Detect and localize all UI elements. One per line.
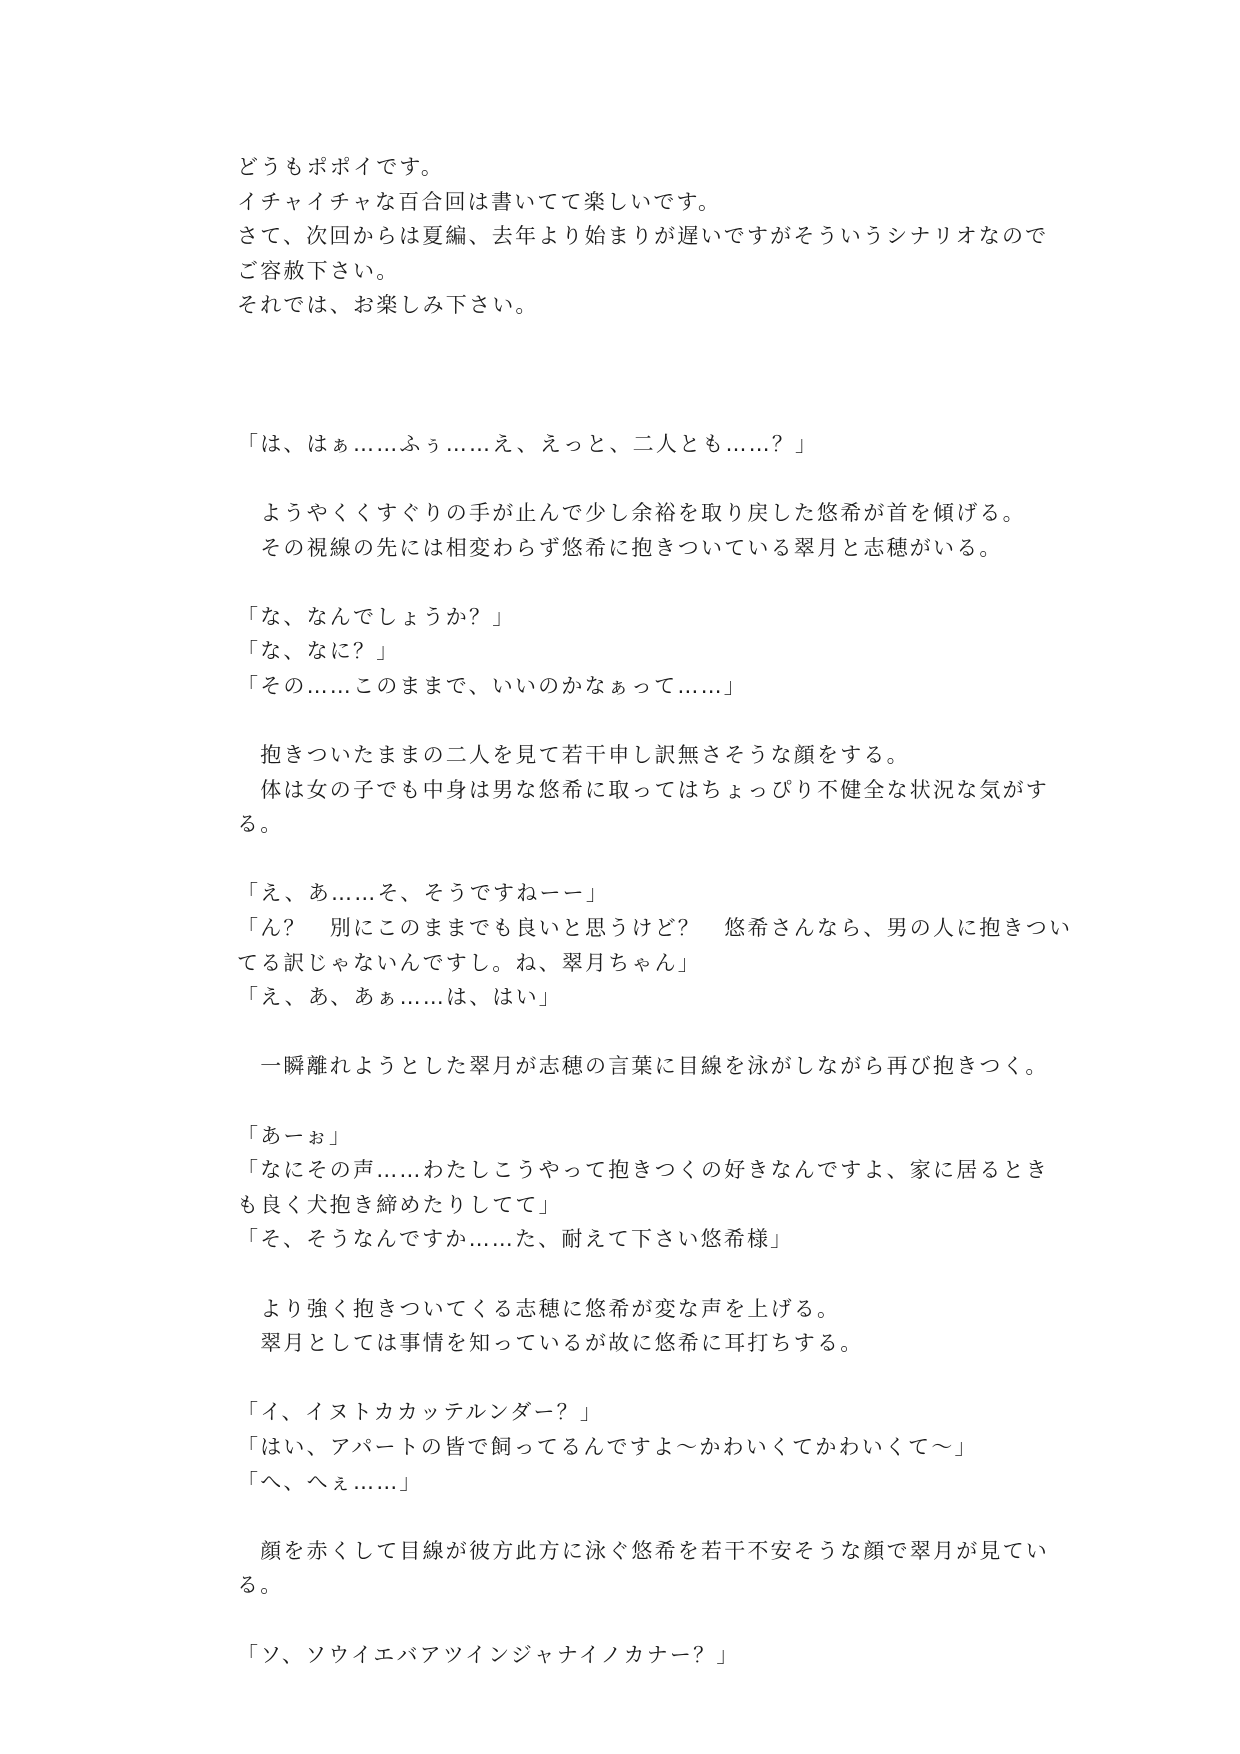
text-line: 顔を赤くして目線が彼方此方に泳ぐ悠希を若干不安そうな顔で翠月が見てい <box>237 1538 1049 1563</box>
blank-line <box>237 1084 1017 1119</box>
text-line: 「ソ、ソウイエバアツインジャナイノカナー？」 <box>237 1642 740 1667</box>
text-line: その視線の先には相変わらず悠希に抱きついている翠月と志穂がいる。 <box>237 535 1003 560</box>
blank-line <box>237 358 1017 393</box>
body-text <box>237 150 1073 1672</box>
blank-line <box>237 565 1017 600</box>
blank-line <box>237 842 1017 877</box>
text-line: 「あーぉ」 <box>237 1123 353 1148</box>
text-line: 「え、あ、あぁ……は、はい」 <box>237 985 563 1010</box>
text-line: 「はい、アパートの皆で飼ってるんですよ～かわいくてかわいくて～」 <box>237 1434 978 1459</box>
blank-line <box>237 1015 1017 1050</box>
text-line: 「そ、そうなんですか……た、耐えて下さい悠希様」 <box>237 1227 794 1252</box>
text-line: 「は、はぁ……ふぅ……え、えっと、二人とも……？」 <box>237 431 819 456</box>
text-line: 「イ、イヌトカカッテルンダー？」 <box>237 1400 604 1425</box>
blank-line <box>237 392 1017 427</box>
text-line: 「え、あ……そ、そうですねーー」 <box>237 881 610 906</box>
text-line: 体は女の子でも中身は男な悠希に取ってはちょっぴり不健全な状況な気がす <box>237 777 1049 802</box>
text-line: 「へ、へぇ……」 <box>237 1469 423 1494</box>
text-line: 「なにその声……わたしこうやって抱きつくの好きなんですよ、家に居るとき <box>237 1158 1049 1183</box>
text-line: イチャイチャな百合回は書いてて楽しいです。 <box>237 189 722 214</box>
blank-line <box>237 323 1017 358</box>
text-line: ようやくくすぐりの手が止んで少し余裕を取り戻した悠希が首を傾げる。 <box>237 500 1026 525</box>
text-line: 翠月としては事情を知っているが故に悠希に耳打ちする。 <box>237 1331 864 1356</box>
blank-line <box>237 704 1017 739</box>
text-line: てる訳じゃないんですし。ね、翠月ちゃん」 <box>237 950 701 975</box>
text-line: 抱きついたままの二人を見て若干申し訳無さそうな顔をする。 <box>237 743 910 768</box>
text-line: 一瞬離れようとした翠月が志穂の言葉に目線を泳がしながら再び抱きつく。 <box>237 1054 1049 1079</box>
text-line: 「な、なに？」 <box>237 639 400 664</box>
blank-line <box>237 1361 1017 1396</box>
blank-line <box>237 461 1017 496</box>
text-line: 「その……このままで、いいのかなぁって……」 <box>237 673 747 698</box>
text-line: さて、次回からは夏編、去年より始まりが遅いですがそういうシナリオなので <box>237 224 1049 249</box>
text-line: より強く抱きついてくる志穂に悠希が変な声を上げる。 <box>237 1296 841 1321</box>
text-line: も良く犬抱き締めたりしてて」 <box>237 1192 562 1217</box>
text-line: 「ん？ 別にこのままでも良いと思うけど？ 悠希さんなら、男の人に抱きつい <box>237 916 1073 941</box>
text-line: る。 <box>237 1573 284 1598</box>
text-line: それでは、お楽しみ下さい。 <box>237 293 539 318</box>
blank-line <box>237 1499 1017 1534</box>
text-line: どうもポポイです。 <box>237 155 445 179</box>
blank-line <box>237 1603 1017 1638</box>
text-line: 「な、なんでしょうか？」 <box>237 604 516 629</box>
text-line: る。 <box>237 812 284 837</box>
blank-line <box>237 1257 1017 1292</box>
text-line: ご容赦下さい。 <box>237 258 400 283</box>
